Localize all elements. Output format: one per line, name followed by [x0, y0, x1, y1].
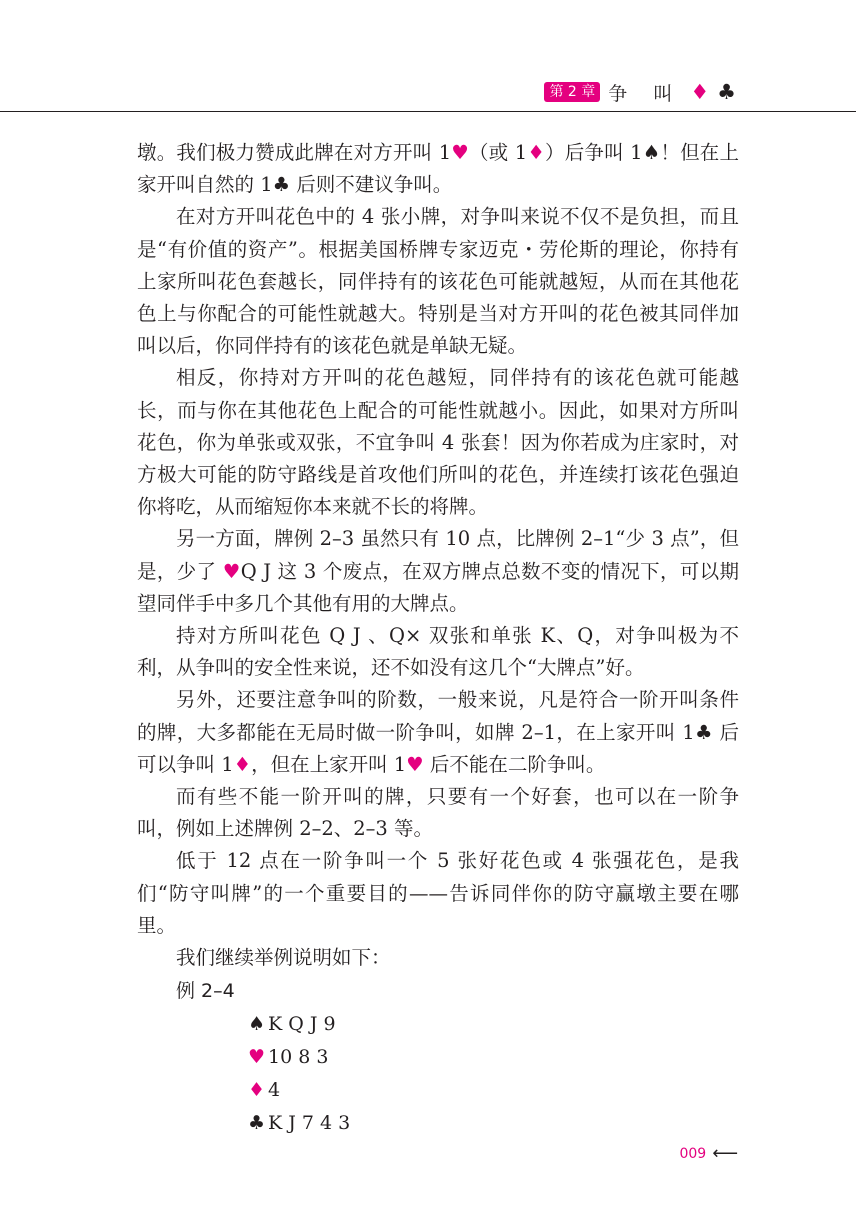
- club-icon: ♣: [717, 80, 736, 104]
- text-run: 在对方开叫花色中的 4 张小牌，对争叫来说不仅不是负担，而且是“有价值的资产”。根据美国桥牌专家迈克・劳伦斯的理论，你持有上家所叫花色套越长，同伴持有的该花色可能就越短，从而在其他花色上与你配合的可能性就越大。特别是当对方开叫的花色被其同伴加叫以后，你同伴持有的该花色就是单缺无疑。: [137, 205, 739, 358]
- paragraph: [137, 781, 739, 845]
- text-run: 另外，还要注意争叫的阶数，一般来说，凡是符合一阶开叫条件的牌，大多都能在无局时做一阶争叫，如牌 2–1，在上家开叫 1♣ 后可以争叫 1: [137, 688, 739, 776]
- suit-symbol: ♥: [222, 559, 241, 583]
- text-run: 而有些不能一阶开叫的牌，只要有一个好套，也可以在一阶争叫，例如上述牌例 2–2、2–3 等。: [137, 785, 739, 841]
- text-run: ）后争叫 1♠！但在上家开叫自然的 1♣ 后则不建议争叫。: [137, 141, 739, 197]
- text-run: 墩。我们极力赞成此牌在对方开叫 1: [137, 141, 452, 164]
- text-run: 后不能在二阶争叫。: [423, 752, 606, 776]
- hand-row: [137, 1041, 739, 1074]
- running-header: [544, 78, 736, 106]
- paragraph: [137, 362, 739, 523]
- suit-symbol: ♦: [233, 752, 252, 776]
- diamond-icon: ♦: [690, 80, 710, 104]
- suit-icon: ♠: [248, 1013, 266, 1036]
- hand-cards: K J 7 4 3: [268, 1112, 351, 1135]
- hand-cards: 10 8 3: [268, 1046, 329, 1069]
- text-run: 我们继续举例说明如下：: [176, 946, 391, 970]
- header-rule: [0, 111, 856, 112]
- suit-icon: ♦: [248, 1079, 266, 1102]
- body-text: [137, 137, 739, 1140]
- chapter-badge: 第 2 章: [544, 82, 600, 102]
- text-run: ，但在上家开叫 1: [251, 752, 407, 776]
- paragraph: [137, 684, 739, 781]
- example-label: 例 2–4: [176, 980, 235, 1003]
- paragraph: [137, 137, 739, 201]
- page-number: 009: [679, 1145, 707, 1162]
- paragraph: [137, 845, 739, 942]
- paragraph: [137, 201, 739, 362]
- paragraph: [137, 942, 739, 974]
- arrow-left-icon: ⟵: [712, 1143, 738, 1164]
- chapter-title: 争 叫: [608, 82, 683, 105]
- suit-symbol: ♥: [406, 752, 424, 776]
- hand-cards: K Q J 9: [268, 1013, 336, 1036]
- text-run: Q J 这 3 个废点，在双方牌点总数不变的情况下，可以期望同伴手中多几个其他有用的大牌点。: [137, 559, 739, 615]
- hand-row: [137, 1107, 739, 1140]
- suit-icon: ♣: [248, 1112, 266, 1135]
- example-hand: [137, 1008, 739, 1140]
- hand-cards: 4: [268, 1079, 281, 1102]
- paragraph-list: [137, 137, 739, 974]
- paragraph: [137, 620, 739, 684]
- text-run: 相反，你持对方开叫的花色越短，同伴持有的该花色就可能越长，而与你在其他花色上配合的可能性就越小。因此，如果对方所叫花色，你为单张或双张，不宜争叫 4 张套！因为你若成为庄家时，对方极大可能的防守路线是首攻他们所叫的花色，并连续打该花色强迫你将吃，从而缩短你本来就不长的将牌。: [137, 366, 739, 519]
- suit-symbol: ♥: [451, 141, 469, 164]
- suit-icon: ♥: [248, 1046, 266, 1069]
- hand-row: [137, 1008, 739, 1041]
- suit-symbol: ♦: [527, 141, 546, 164]
- text-run: 低于 12 点在一阶争叫一个 5 张好花色或 4 张强花色，是我们“防守叫牌”的一个重要目的——告诉同伴你的防守赢墩主要在哪里。: [137, 849, 739, 937]
- text-run: （或 1: [468, 141, 528, 164]
- text-run: 持对方所叫花色 Q J 、Q× 双张和单张 K、Q，对争叫极为不利，从争叫的安全性来说，还不如没有这几个“大牌点”好。: [137, 624, 739, 680]
- text-run: 另一方面，牌例 2–3 虽然只有 10 点，比牌例 2–1“少 3 点”，但是，少了: [137, 527, 739, 583]
- paragraph: [137, 523, 739, 620]
- hand-row: [137, 1074, 739, 1107]
- page-footer: [679, 1143, 738, 1164]
